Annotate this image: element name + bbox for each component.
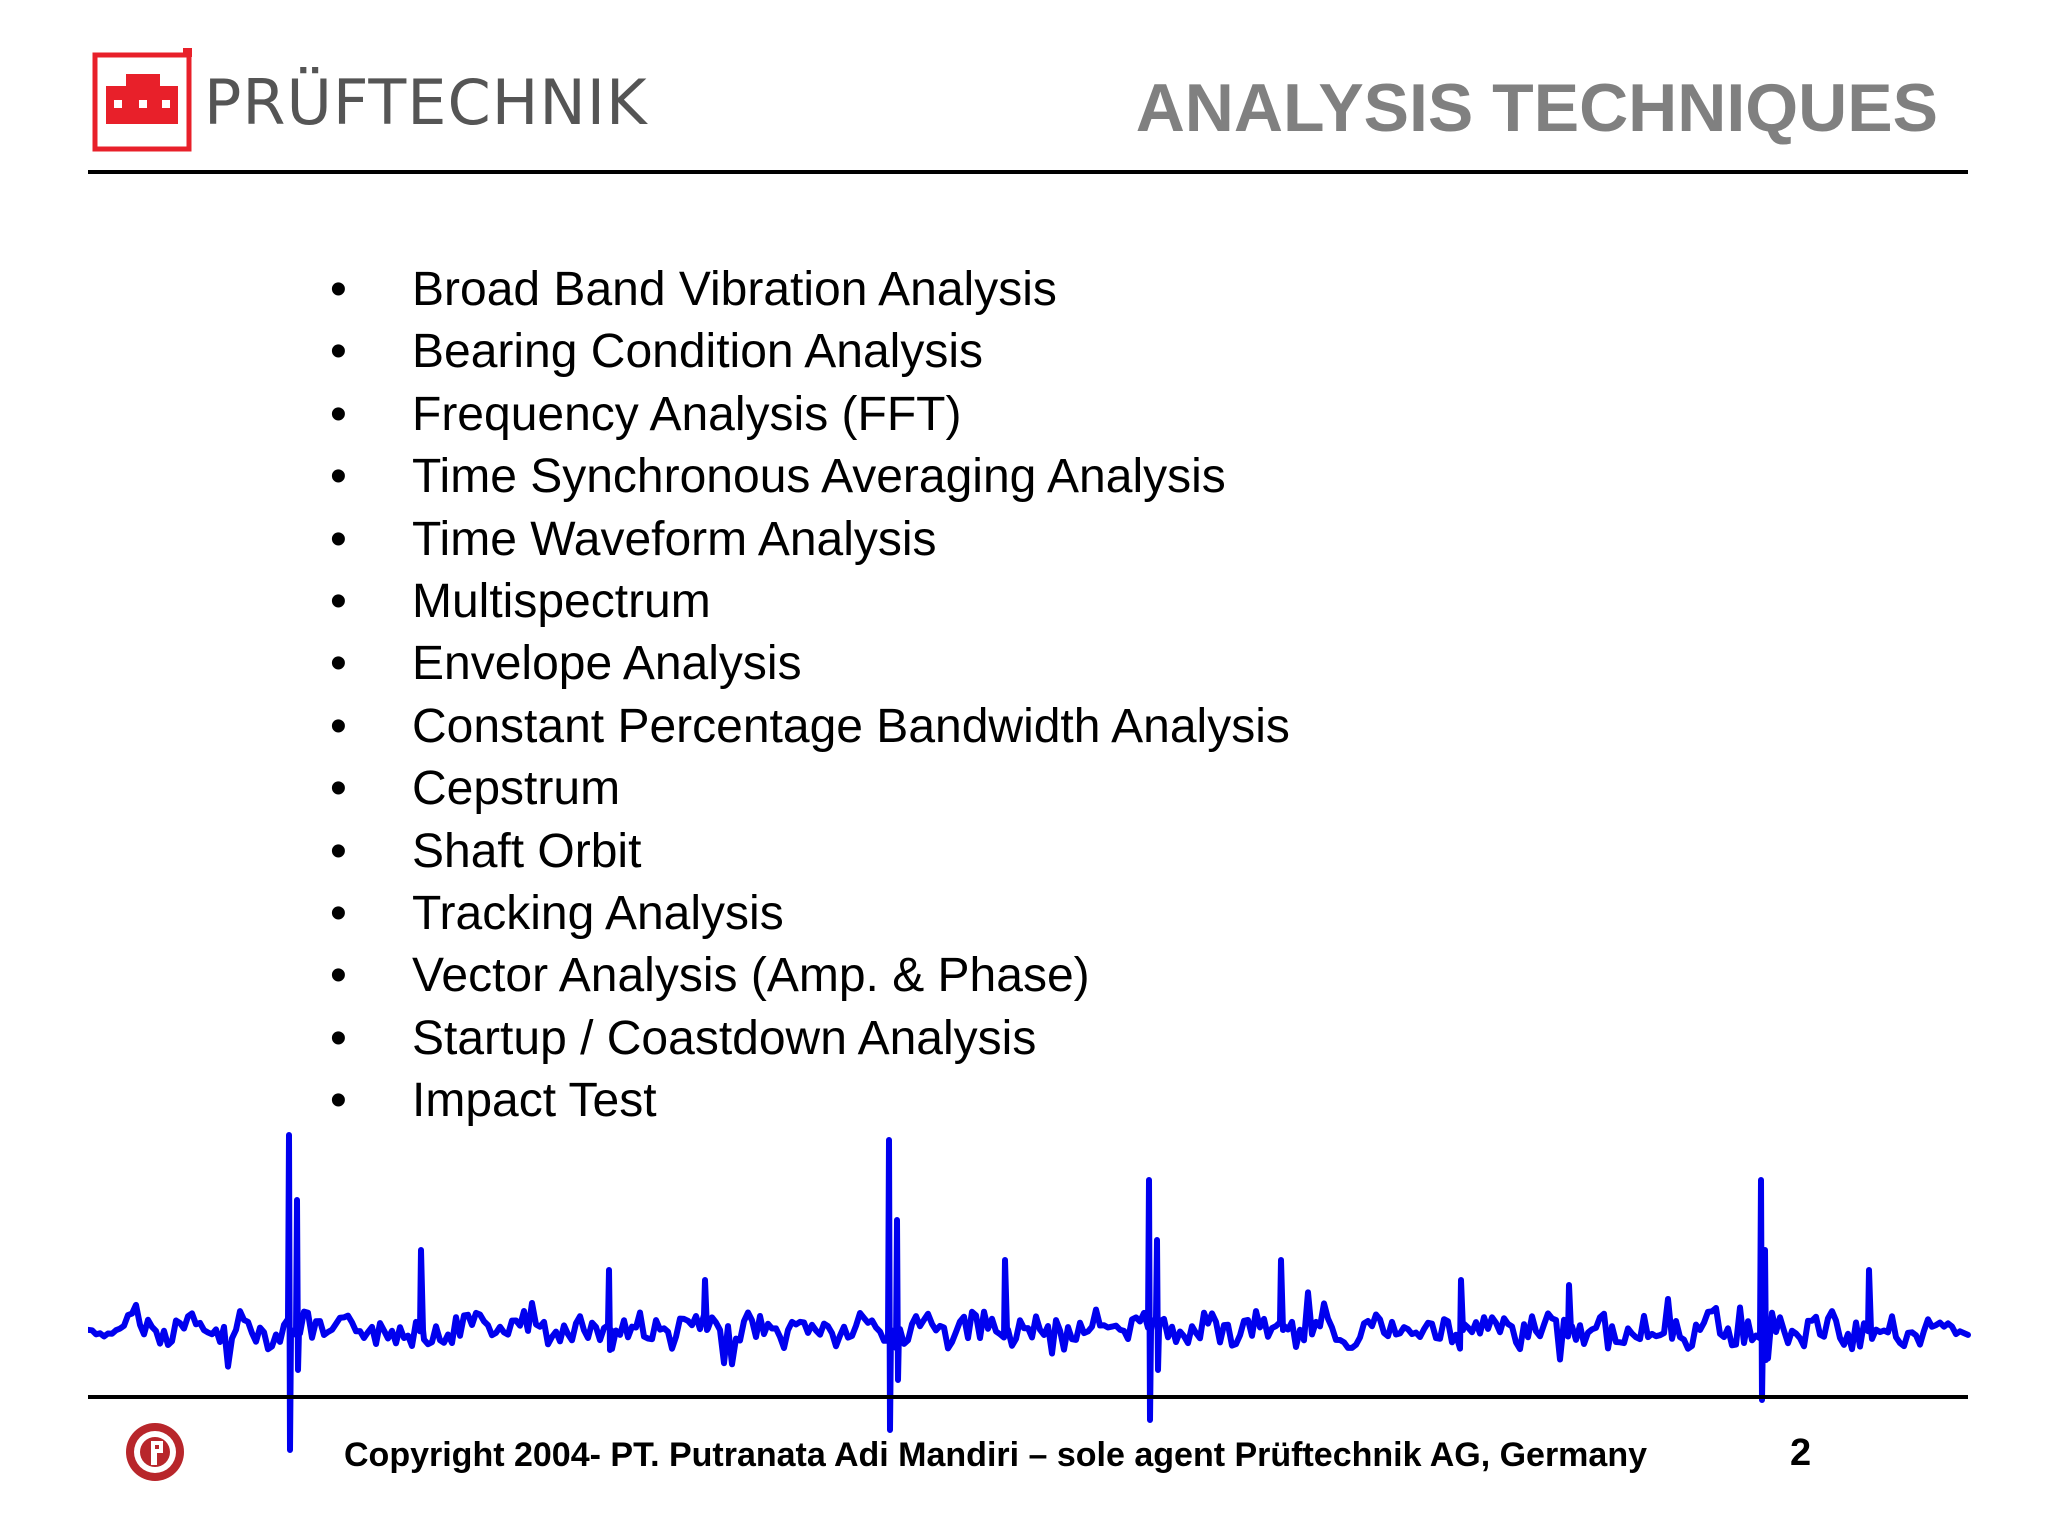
- bullet-icon: •: [330, 512, 347, 566]
- list-item-label: Time Waveform Analysis: [412, 512, 937, 566]
- list-item: [330, 324, 1290, 386]
- list-item: [330, 636, 1290, 698]
- list-item: [330, 262, 1290, 324]
- footer-divider: [88, 1395, 1968, 1399]
- header-divider: [88, 170, 1968, 174]
- page-number: 2: [1790, 1432, 1812, 1474]
- list-item-label: Impact Test: [412, 1074, 657, 1128]
- list-item: [330, 824, 1290, 886]
- bullet-icon: •: [330, 824, 347, 878]
- pruftechnik-logo: [92, 48, 648, 152]
- bullet-icon: •: [330, 699, 347, 753]
- list-item-label: Time Synchronous Averaging Analysis: [412, 450, 1226, 504]
- list-item-label: Shaft Orbit: [412, 824, 642, 878]
- pruftechnik-logo-icon: [92, 48, 196, 152]
- list-item-label: Tracking Analysis: [412, 886, 784, 940]
- bullet-icon: •: [330, 387, 347, 441]
- list-item: [330, 449, 1290, 511]
- list-item-label: Broad Band Vibration Analysis: [412, 263, 1057, 316]
- bullet-icon: •: [330, 574, 347, 628]
- list-item-label: Cepstrum: [412, 762, 621, 816]
- list-item-label: Multispectrum: [412, 574, 711, 628]
- list-item-label: Vector Analysis (Amp. & Phase): [412, 949, 1090, 1003]
- waveform-line: [88, 1135, 1968, 1450]
- bullet-icon: •: [330, 762, 347, 816]
- bullet-icon: •: [330, 1074, 347, 1128]
- list-item-label: Startup / Coastdown Analysis: [412, 1011, 1037, 1065]
- bullet-icon: •: [330, 325, 347, 379]
- list-item-label: Frequency Analysis (FFT): [412, 387, 962, 441]
- list-item: [330, 387, 1290, 449]
- list-item-label: Bearing Condition Analysis: [412, 325, 984, 379]
- copyright-text: Copyright 2004- PT. Putranata Adi Mandiri – sole agent Prüftechnik AG, Germany: [344, 1436, 1647, 1474]
- list-item-label: Envelope Analysis: [412, 637, 802, 691]
- list-item: [330, 512, 1290, 574]
- list-item: [330, 699, 1290, 761]
- vibration-waveform-icon: [88, 1110, 1988, 1470]
- analysis-techniques-list: [330, 262, 1290, 1135]
- bullet-icon: •: [330, 450, 347, 504]
- list-item: [330, 761, 1290, 823]
- bullet-icon: •: [330, 1011, 347, 1065]
- list-item: [330, 574, 1290, 636]
- logo-wordmark: PRÜFTECHNIK: [204, 66, 648, 139]
- bullet-icon: •: [330, 637, 347, 691]
- putranata-seal-icon: [124, 1421, 186, 1483]
- list-item: [330, 948, 1290, 1010]
- bullet-icon: •: [330, 886, 347, 940]
- list-item: [330, 1011, 1290, 1073]
- bullet-icon: •: [330, 263, 347, 316]
- bullet-icon: •: [330, 949, 347, 1003]
- list-item: [330, 886, 1290, 948]
- list-item-label: Constant Percentage Bandwidth Analysis: [412, 699, 1290, 753]
- page-title: ANALYSIS TECHNIQUES: [1135, 70, 1938, 146]
